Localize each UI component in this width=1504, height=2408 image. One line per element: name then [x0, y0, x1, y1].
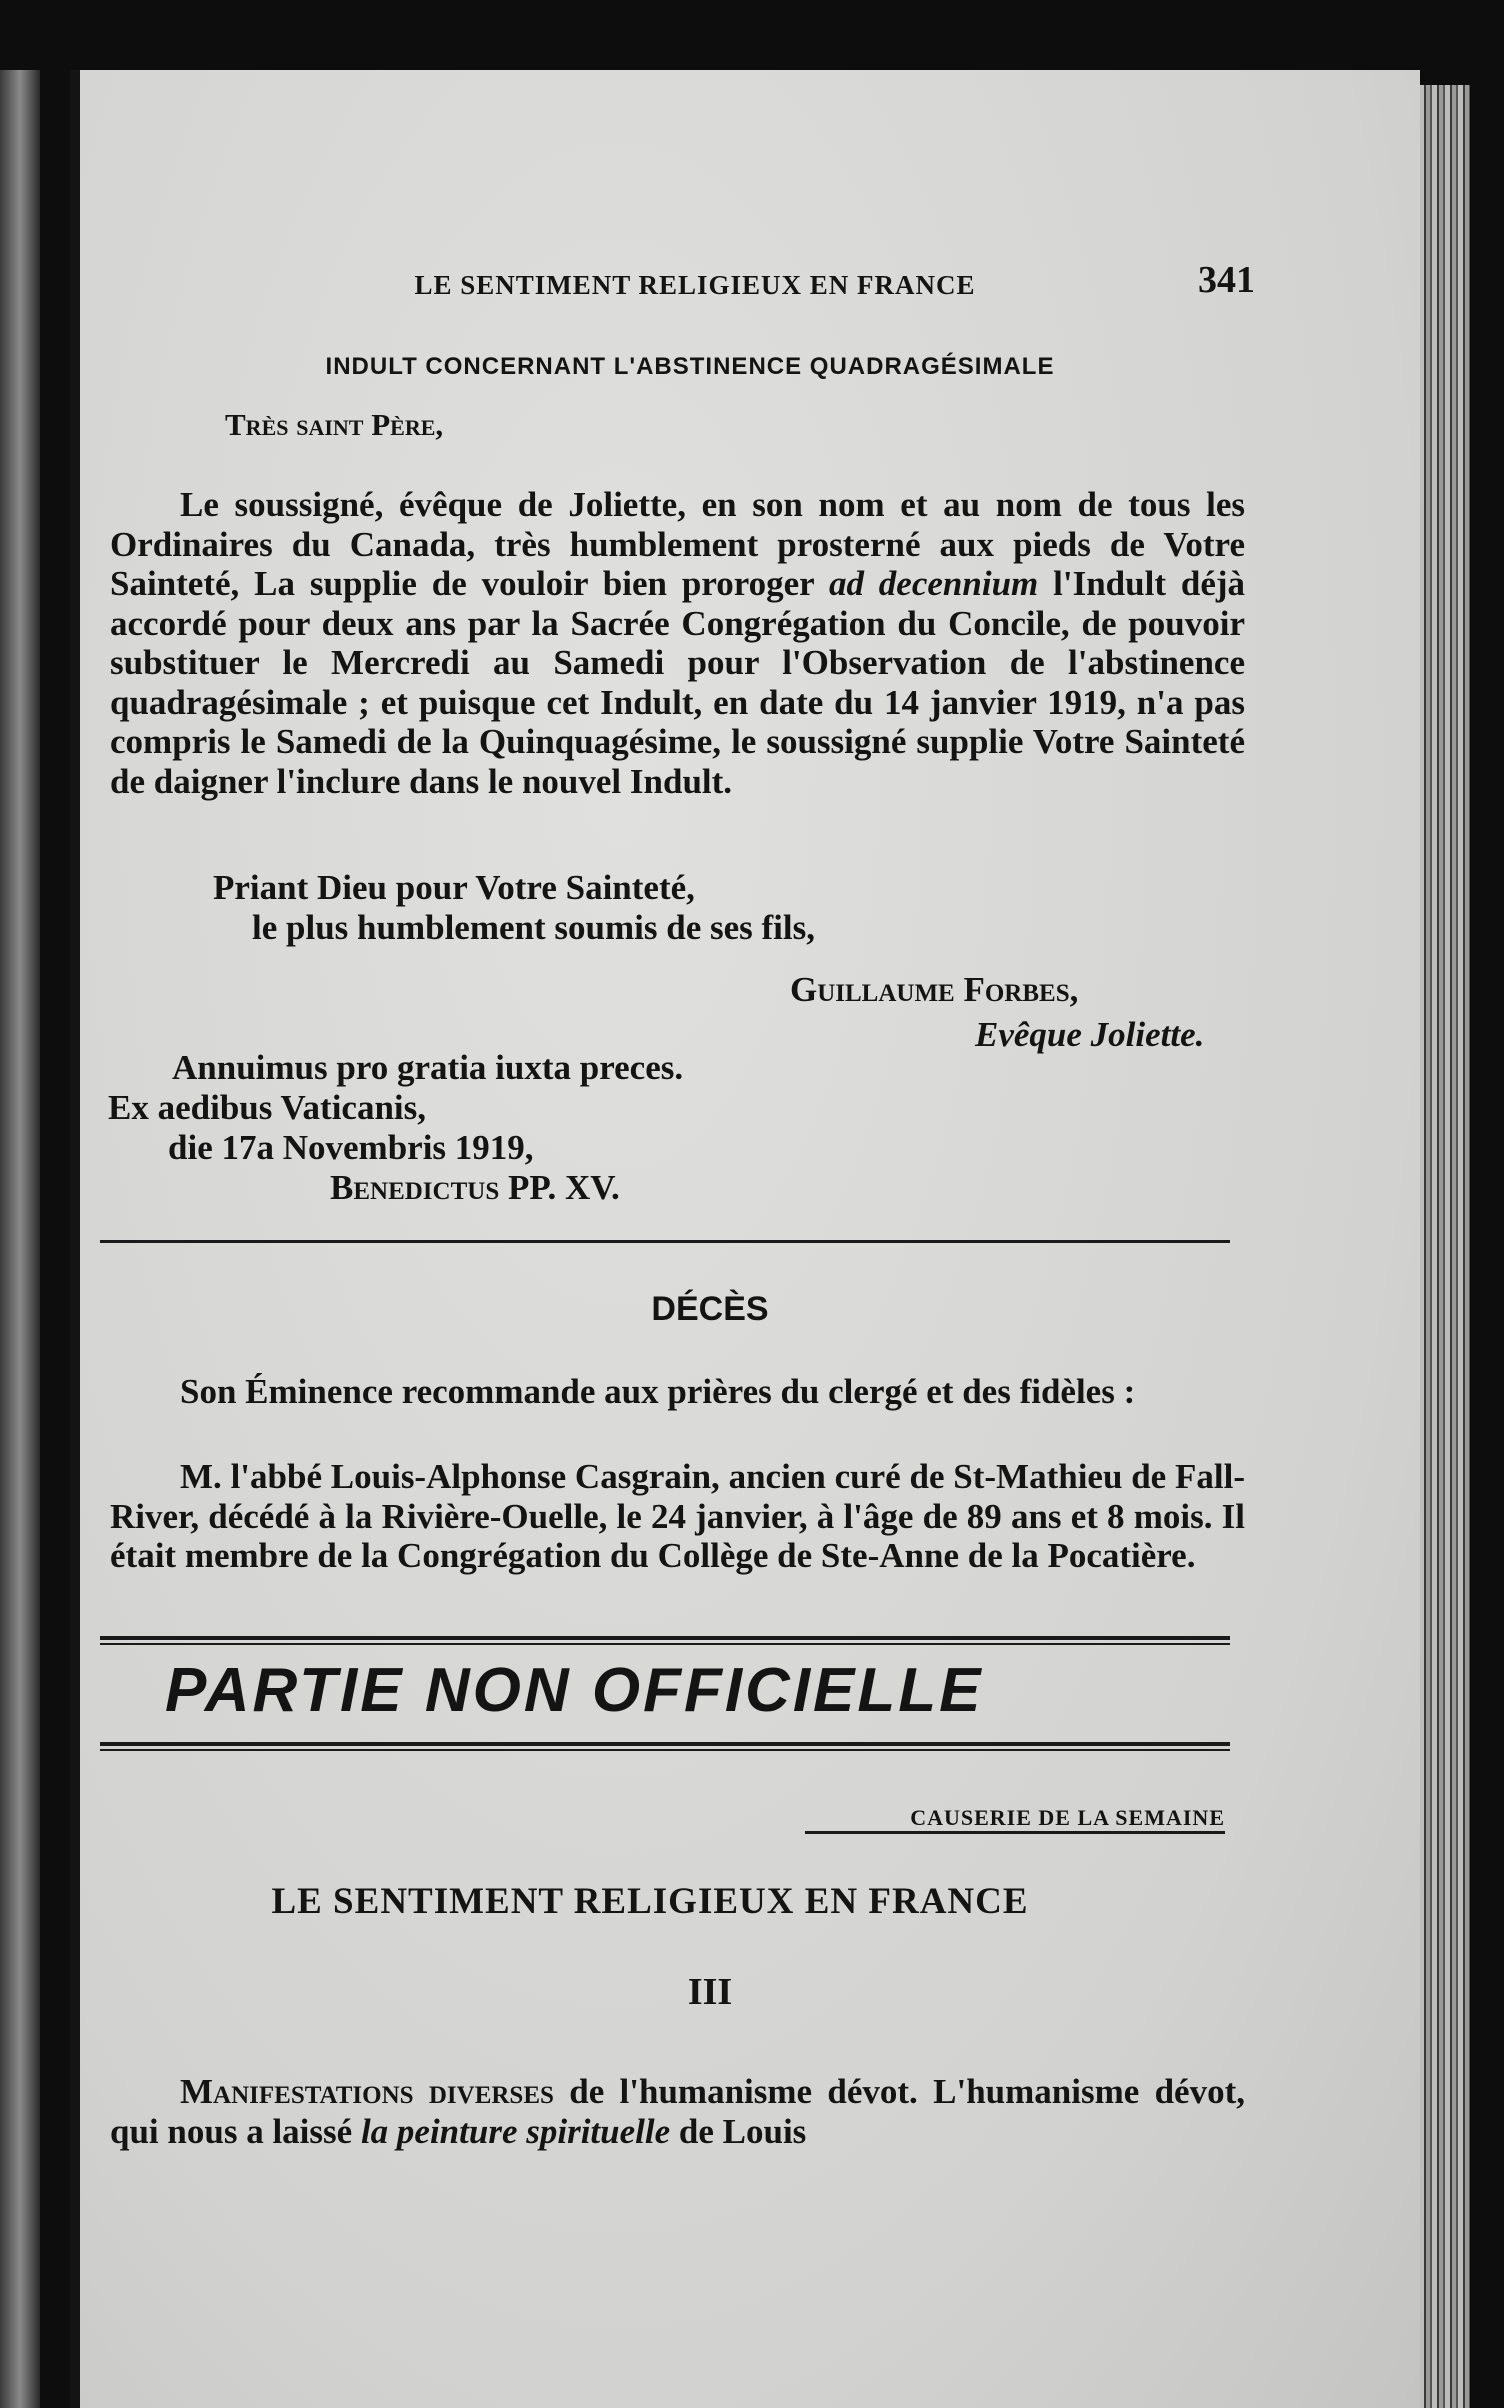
opening-small-caps: Manifestations diverses	[180, 2072, 554, 2111]
salutation: Très saint Père,	[225, 407, 444, 442]
section-divider	[100, 1240, 1230, 1243]
closing-line-2: le plus humblement soumis de ses fils,	[252, 908, 815, 947]
opening-text-a: de l'humanisme dévot. L'humanisme dévot, qui nous a laissé	[110, 2072, 1245, 2151]
indult-text-b: l'Indult déjà accordé pour deux ans par la Sacrée Congrégation du Concile, de pouvoir substituer le Mercredi au Samedi pour l'Observation de l'abstinence quadragésimale ; et puisque cet Indult, en date du 14 janvier 1919, n'a pas compris le Samedi de la Quinquagésime, le soussigné supplie Votre Sainteté de daigner l'inclure dans le nouvel Indult.	[110, 564, 1246, 801]
adjacent-page-edge	[0, 70, 40, 2408]
signature-title: Evêque Joliette.	[975, 1015, 1205, 1054]
deces-title: DÉCÈS	[651, 1290, 769, 1328]
reply-line-2: Ex aedibus Vaticanis,	[108, 1088, 427, 1127]
running-head: LE SENTIMENT RELIGIEUX EN FRANCE	[414, 270, 976, 300]
reply-line-3: die 17a Novembris 1919,	[168, 1128, 534, 1167]
indult-title: INDULT CONCERNANT L'ABSTINENCE QUADRAGÉSIMALE	[325, 353, 1055, 380]
partie-title: PARTIE NON OFFICIELLE	[165, 1656, 984, 1725]
signature-name: Guillaume Forbes,	[790, 970, 1079, 1009]
partie-top-rule	[100, 1636, 1230, 1645]
article-part: III	[687, 1971, 733, 2013]
indult-text-a: Le soussigné, évêque de Joliette, en son nom et au nom de tous les Ordinaires du Canada, très humblement prosterné aux pieds de Votre Sainteté, La supplie de vouloir bien proroger	[110, 485, 1245, 603]
article-title: LE SENTIMENT RELIGIEUX EN FRANCE	[271, 1881, 1029, 1922]
closing-line-1: Priant Dieu pour Votre Sainteté,	[213, 868, 695, 907]
deces-body: M. l'abbé Louis-Alphonse Casgrain, ancien curé de St-Mathieu de Fall-River, décédé à la Rivière-Ouelle, le 24 janvier, à l'âge de 89 ans et 8 mois. Il était membre de la Congrégation du Collège de Ste-Anne de la Pocatière.	[110, 1457, 1245, 1575]
indult-italic: ad decennium	[828, 564, 1039, 603]
opening-text-b: de Louis	[670, 2111, 807, 2151]
indult-paragraph	[110, 485, 1245, 801]
reply-line-1: Annuimus pro gratia iuxta preces.	[172, 1048, 684, 1087]
opening-italic: la peinture spirituelle	[360, 2111, 671, 2151]
causerie-label: CAUSERIE DE LA SEMAINE	[805, 1805, 1225, 1834]
deces-intro: Son Éminence recommande aux prières du clergé et des fidèles :	[180, 1372, 1136, 1411]
article-opening	[110, 2072, 1245, 2151]
reply-line-4: Benedictus PP. XV.	[330, 1168, 620, 1207]
partie-bottom-rule	[100, 1742, 1230, 1751]
page-number: 341	[1198, 259, 1255, 301]
